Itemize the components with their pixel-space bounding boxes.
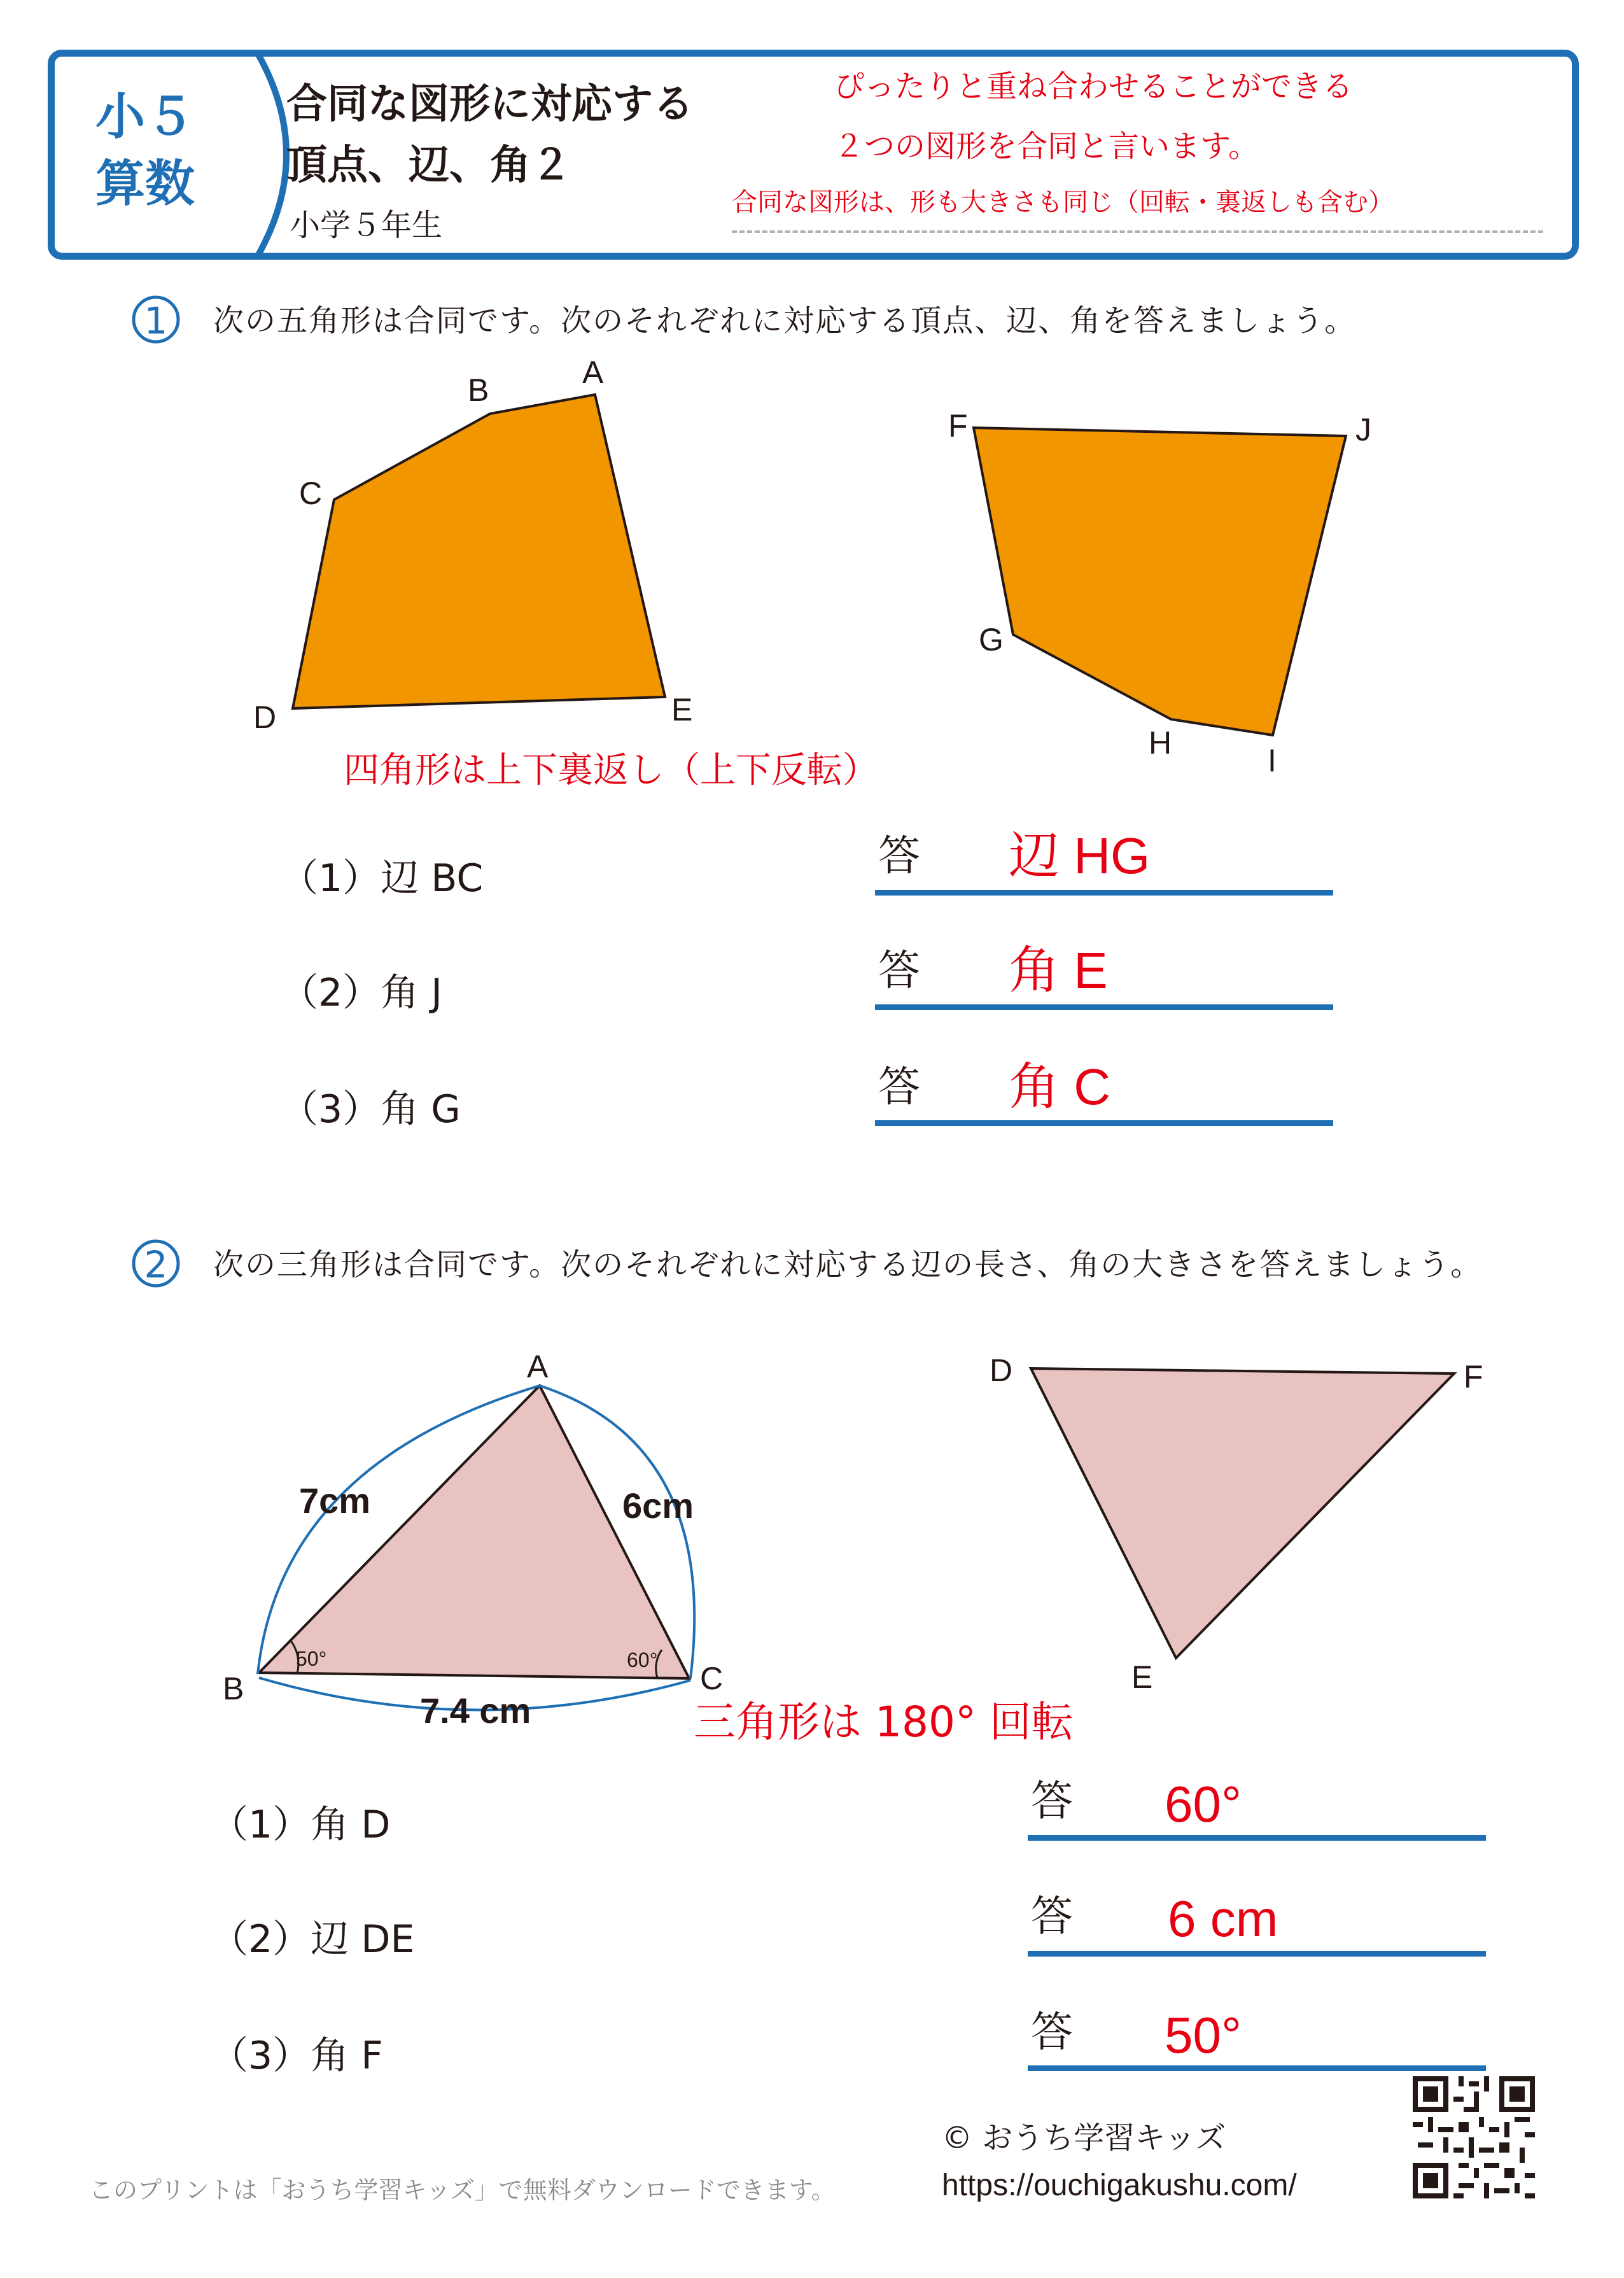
q1-item1-answer-word: 答 [878, 831, 920, 880]
question-2-text: 次の三角形は合同です。次のそれぞれに対応する辺の長さ、角の大きさを答えましょう。 [213, 1247, 1483, 1283]
q2-item3-answer-word: 答 [1031, 2007, 1073, 2057]
grade-subtitle: 小学５年生 [290, 207, 443, 243]
q2-item2-answer: 6 cm [1168, 1890, 1278, 1947]
side-ab-length: 7cm [299, 1480, 371, 1521]
vertex-c: C [299, 475, 323, 511]
q1-item3-answer-word: 答 [878, 1062, 920, 1111]
question-1-text: 次の五角形は合同です。次のそれぞれに対応する頂点、辺、角を答えましょう。 [213, 303, 1357, 339]
vertex-d2: D [990, 1353, 1013, 1388]
vertex-h: H [1149, 725, 1172, 761]
vertex-j: J [1355, 412, 1371, 447]
vertex-b2: B [223, 1671, 244, 1706]
q2-item2-answer-line [1028, 1951, 1486, 1957]
q1-item2-answer-word: 答 [878, 946, 920, 995]
page-title-line2: 頂点、辺、角２ [286, 142, 571, 189]
q1-item1-label: （1）辺 BC [280, 856, 484, 901]
qr-code-icon[interactable] [1413, 2076, 1535, 2198]
side-bc-length: 7.4 cm [420, 1691, 531, 1731]
q2-item1-answer: 60° [1165, 1776, 1242, 1832]
svg-text:2: 2 [144, 1243, 168, 1286]
triangle-abc [259, 1386, 689, 1678]
q1-item3-answer: 角 C [1009, 1058, 1110, 1115]
q1-item3-label: （3）角 G [280, 1087, 461, 1132]
svg-text:1: 1 [144, 299, 168, 342]
vertex-e2: E [1131, 1659, 1153, 1695]
q2-item3-answer: 50° [1165, 2007, 1242, 2064]
vertex-f: F [948, 408, 968, 444]
definition-line2: ２つの図形を合同と言います。 [834, 129, 1259, 164]
triangle-dfe [1031, 1368, 1454, 1658]
q2-hint: 三角形は 180° 回転 [694, 1698, 1074, 1747]
page-title-line1: 合同な図形に対応する [286, 81, 694, 128]
q1-item2-label: （2）角 J [280, 971, 442, 1015]
vertex-c2: C [700, 1661, 724, 1696]
vertex-f2: F [1464, 1359, 1483, 1395]
grade-label: 小５ [95, 88, 195, 146]
q2-item2-answer-word: 答 [1031, 1892, 1073, 1941]
subject-label: 算数 [95, 155, 195, 213]
vertex-a2: A [527, 1349, 549, 1384]
definition-line3: 合同な図形は、形も大きさも同じ（回転・裏返しも含む） [732, 188, 1394, 217]
vertex-b: B [468, 372, 489, 408]
angle-c-value: 60° [627, 1649, 658, 1671]
q2-item1-answer-line [1028, 1835, 1486, 1841]
vertex-i: I [1268, 743, 1277, 778]
vertex-e: E [671, 692, 693, 728]
vertex-a: A [582, 355, 604, 390]
q2-item3-answer-line [1028, 2065, 1486, 2071]
copyright: © おうち学習キッズ [942, 2120, 1226, 2156]
q1-item1-answer: 辺 HG [1009, 827, 1151, 884]
q2-item2-label: （2）辺 DE [210, 1917, 415, 1962]
definition-line1: ぴったりと重ね合わせることができる [834, 69, 1354, 104]
angle-b-value: 50° [296, 1647, 327, 1670]
q2-item1-label: （1）角 D [210, 1803, 391, 1847]
q1-item2-answer: 角 E [1009, 942, 1108, 999]
q2-item1-answer-word: 答 [1031, 1776, 1073, 1825]
vertex-d: D [253, 700, 277, 735]
q2-item3-label: （3）角 F [210, 2034, 383, 2078]
site-url[interactable]: https://ouchigakushu.com/ [942, 2169, 1297, 2202]
q1-hint: 四角形は上下裏返し（上下反転） [344, 750, 878, 791]
side-ac-length: 6cm [622, 1486, 694, 1526]
footer-note: このプリントは「おうち学習キッズ」で無料ダウンロードできます。 [89, 2176, 836, 2204]
vertex-g: G [979, 622, 1004, 657]
